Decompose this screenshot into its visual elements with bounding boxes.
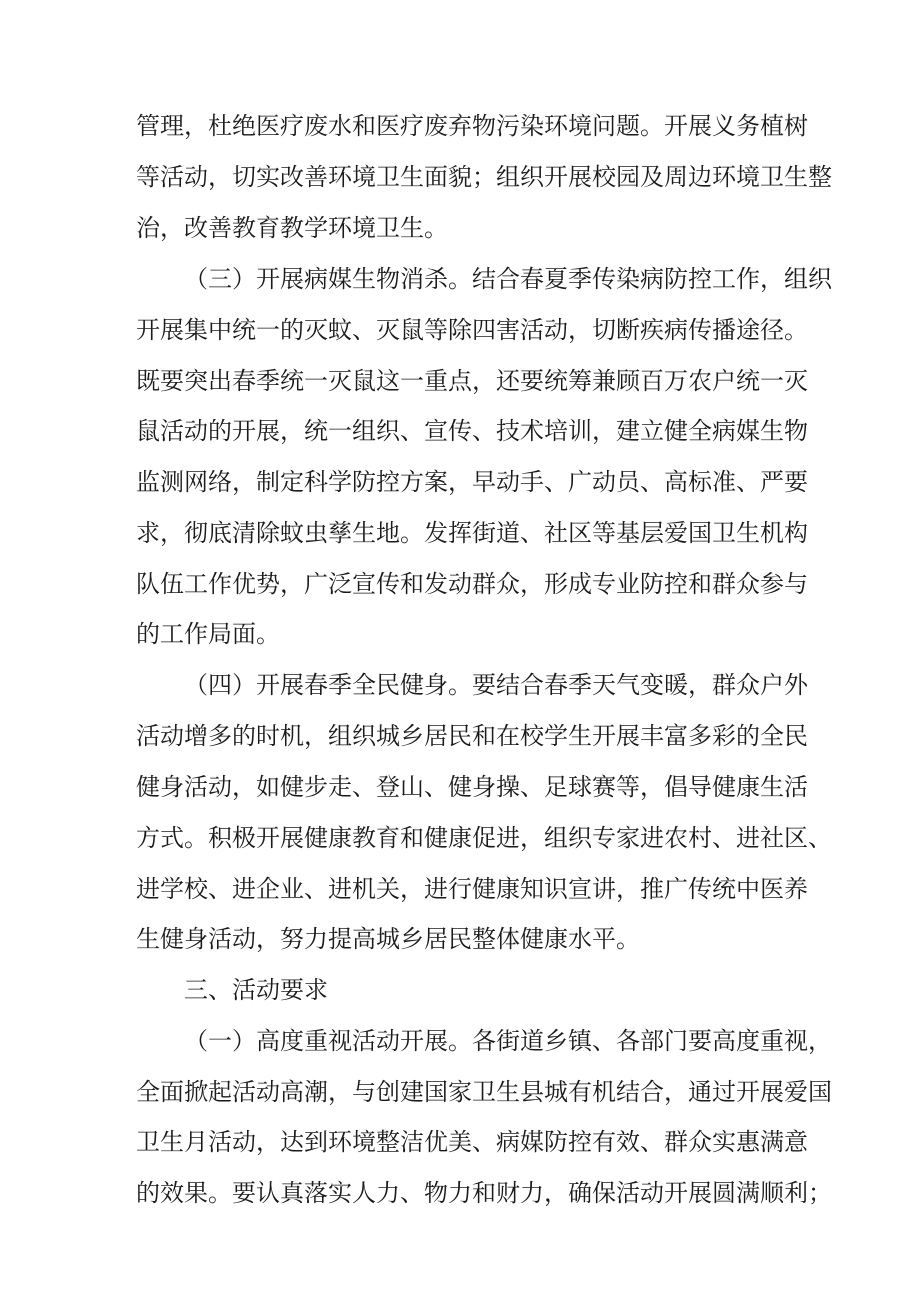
text-line: 治，改善教育教学环境卫生。: [136, 214, 448, 242]
paragraph-first-line: （三）开展病媒生物消杀。结合春夏季传染病防控工作，组织: [184, 265, 832, 293]
text-line: 队伍工作优势，广泛宣传和发动群众，形成专业防控和群众参与: [136, 570, 808, 598]
text-line: 求，彻底清除蚊虫孳生地。发挥街道、社区等基层爱国卫生机构: [136, 519, 808, 547]
text-line: 的效果。要认真落实人力、物力和财力，确保活动开展圆满顺利；: [136, 1179, 832, 1207]
text-line: 进学校、进企业、进机关，进行健康知识宣讲，推广传统中医养: [136, 875, 808, 903]
paragraph-first-line: （一）高度重视活动开展。各街道乡镇、各部门要高度重视，: [184, 1027, 832, 1055]
text-line: 等活动，切实改善环境卫生面貌；组织开展校园及周边环境卫生整: [136, 163, 832, 191]
text-line: 管理，杜绝医疗废水和医疗废弃物污染环境问题。开展义务植树: [136, 112, 808, 140]
text-line: 方式。积极开展健康教育和健康促进，组织专家进农村、进社区、: [136, 824, 832, 852]
text-line: 卫生月活动，达到环境整洁优美、病媒防控有效、群众实惠满意: [136, 1128, 808, 1156]
text-line: 生健身活动，努力提高城乡居民整体健康水平。: [136, 925, 640, 953]
text-line: 开展集中统一的灭蚊、灭鼠等除四害活动，切断疾病传播途径。: [136, 316, 808, 344]
paragraph-first-line: （四）开展春季全民健身。要结合春季天气变暖，群众户外: [184, 671, 808, 699]
text-line: 鼠活动的开展，统一组织、宣传、技术培训，建立健全病媒生物: [136, 417, 808, 445]
text-line: 健身活动，如健步走、登山、健身操、足球赛等，倡导健康生活: [136, 773, 808, 801]
text-line: 的工作局面。: [136, 620, 280, 648]
section-heading: 三、活动要求: [184, 976, 328, 1004]
text-line: 全面掀起活动高潮，与创建国家卫生县城有机结合，通过开展爱国: [136, 1078, 832, 1106]
text-line: 活动增多的时机，组织城乡居民和在校学生开展丰富多彩的全民: [136, 722, 808, 750]
text-line: 监测网络，制定科学防控方案，早动手、广动员、高标准、严要: [136, 468, 808, 496]
text-line: 既要突出春季统一灭鼠这一重点，还要统筹兼顾百万农户统一灭: [136, 367, 808, 395]
